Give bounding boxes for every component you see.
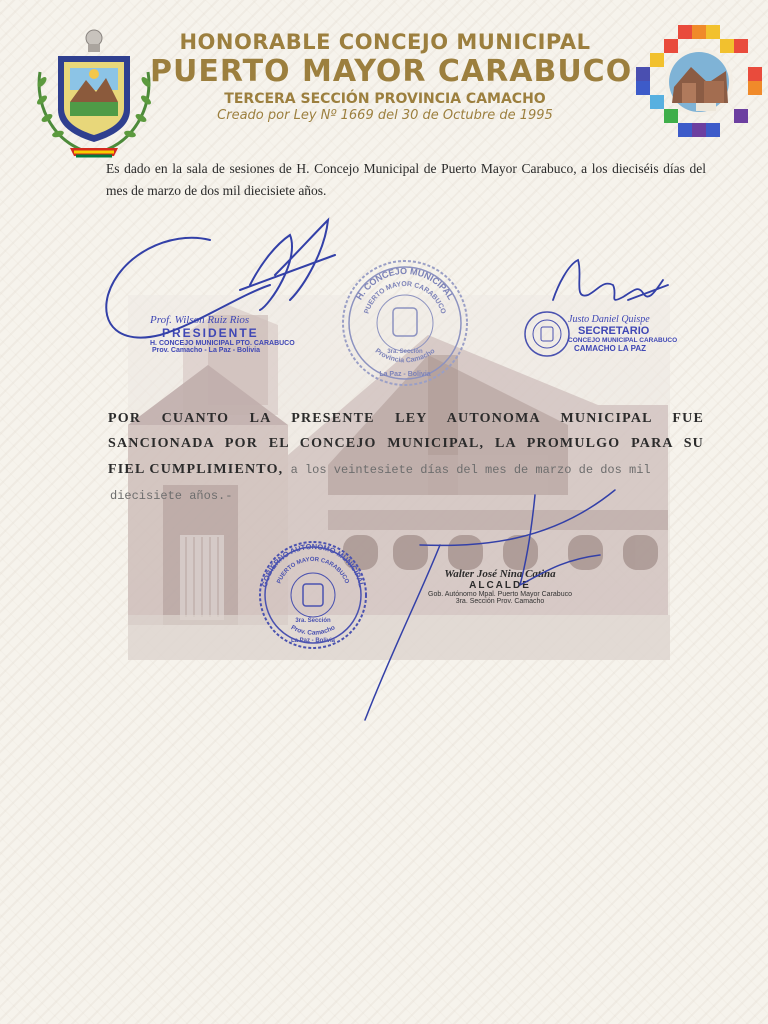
coat-of-arms-logo — [30, 22, 158, 160]
gobierno-seal-top: GOBIERNO AUTONOMO MUNICIPAL — [259, 541, 367, 589]
svg-text:GOBIERNO AUTONOMO MUNICIPAL — [260, 542, 366, 589]
svg-text:Prov. Camacho — [290, 624, 337, 637]
header-subtitle: TERCERA SECCIÓN PROVINCIA CAMACHO — [224, 91, 546, 107]
mayor-name: Walter José Nina Catina — [444, 568, 556, 580]
secretary-line1: CONCEJO MUNICIPAL CARABUCO — [568, 337, 678, 344]
mayor-line2: 3ra. Sección Prov. Camacho — [455, 598, 545, 605]
session-paragraph: Es dado en la sala de sesiones de H. Concejo Municipal de Puerto Mayor Carabuco, a los dieciséis días del mes de marzo de dos mil diecisiete años. — [106, 161, 706, 198]
law-line-4: diecisiete años.- — [110, 489, 233, 503]
law-line-1: POR CUANTO LA PRESENTE LEY AUTONOMA MUNICIPAL FUE — [108, 411, 704, 426]
header-title-main: PUERTO MAYOR CARABUCO — [150, 54, 633, 89]
president-signature — [100, 215, 350, 355]
secretary-name: Justo Daniel Quispe — [568, 314, 650, 325]
gobierno-seal-section: 3ra. Sección — [295, 618, 331, 624]
mayor-signature — [360, 485, 620, 725]
secretary-signature — [548, 255, 673, 320]
president-line2: Prov. Camacho - La Paz - Bolivia — [152, 347, 261, 354]
svg-text:PUERTO MAYOR CARABUCO — [276, 557, 349, 585]
president-title: PRESIDENTE — [162, 326, 259, 340]
gobierno-seal-mid: PUERTO MAYOR CARABUCO — [276, 556, 350, 585]
concejo-seal-top: H. CONCEJO MUNICIPAL — [353, 265, 457, 302]
mayor-title: ALCALDE — [469, 580, 531, 591]
mayor-line1: Gob. Autónomo Mpal. Puerto Mayor Carabuco — [428, 591, 572, 598]
secretary-title: SECRETARIO — [578, 325, 650, 337]
concejo-seal-section: 3ra. Sección — [387, 349, 423, 355]
header-creation-note: Creado por Ley Nº 1669 del 30 de Octubre de 1995 — [217, 108, 553, 123]
concejo-seal-country: La Paz - Bolivia — [379, 371, 431, 378]
law-line-2: SANCIONADA POR EL CONCEJO MUNICIPAL, LA PROMULGO PARA SU — [108, 436, 704, 451]
wiphala-emblem-logo — [636, 25, 762, 142]
law-line-3-bold: FIEL CUMPLIMIENTO, — [108, 462, 284, 477]
header-title-line1: HONORABLE CONCEJO MUNICIPAL — [179, 30, 591, 54]
law-line-3-rest: a los veintesiete días del mes de marzo de dos mil — [283, 463, 651, 477]
svg-text:PUERTO MAYOR CARABUCO — [363, 281, 446, 315]
secretary-line2: CAMACHO LA PAZ — [574, 344, 646, 353]
gobierno-seal-bottom: Prov. Camacho — [289, 624, 337, 637]
law-line-3 — [108, 457, 651, 483]
concejo-municipal-seal — [337, 258, 473, 388]
gobierno-municipal-seal — [254, 540, 372, 650]
president-name: Prof. Wilson Ruiz Rios — [150, 314, 250, 326]
concejo-seal-mid: PUERTO MAYOR CARABUCO — [363, 280, 447, 315]
president-line1: H. CONCEJO MUNICIPAL PTO. CARABUCO — [150, 340, 295, 347]
concejo-seal-bottom: Provincia Camacho — [373, 347, 437, 365]
gobierno-seal-country: La Paz - Bolivia — [290, 638, 336, 644]
